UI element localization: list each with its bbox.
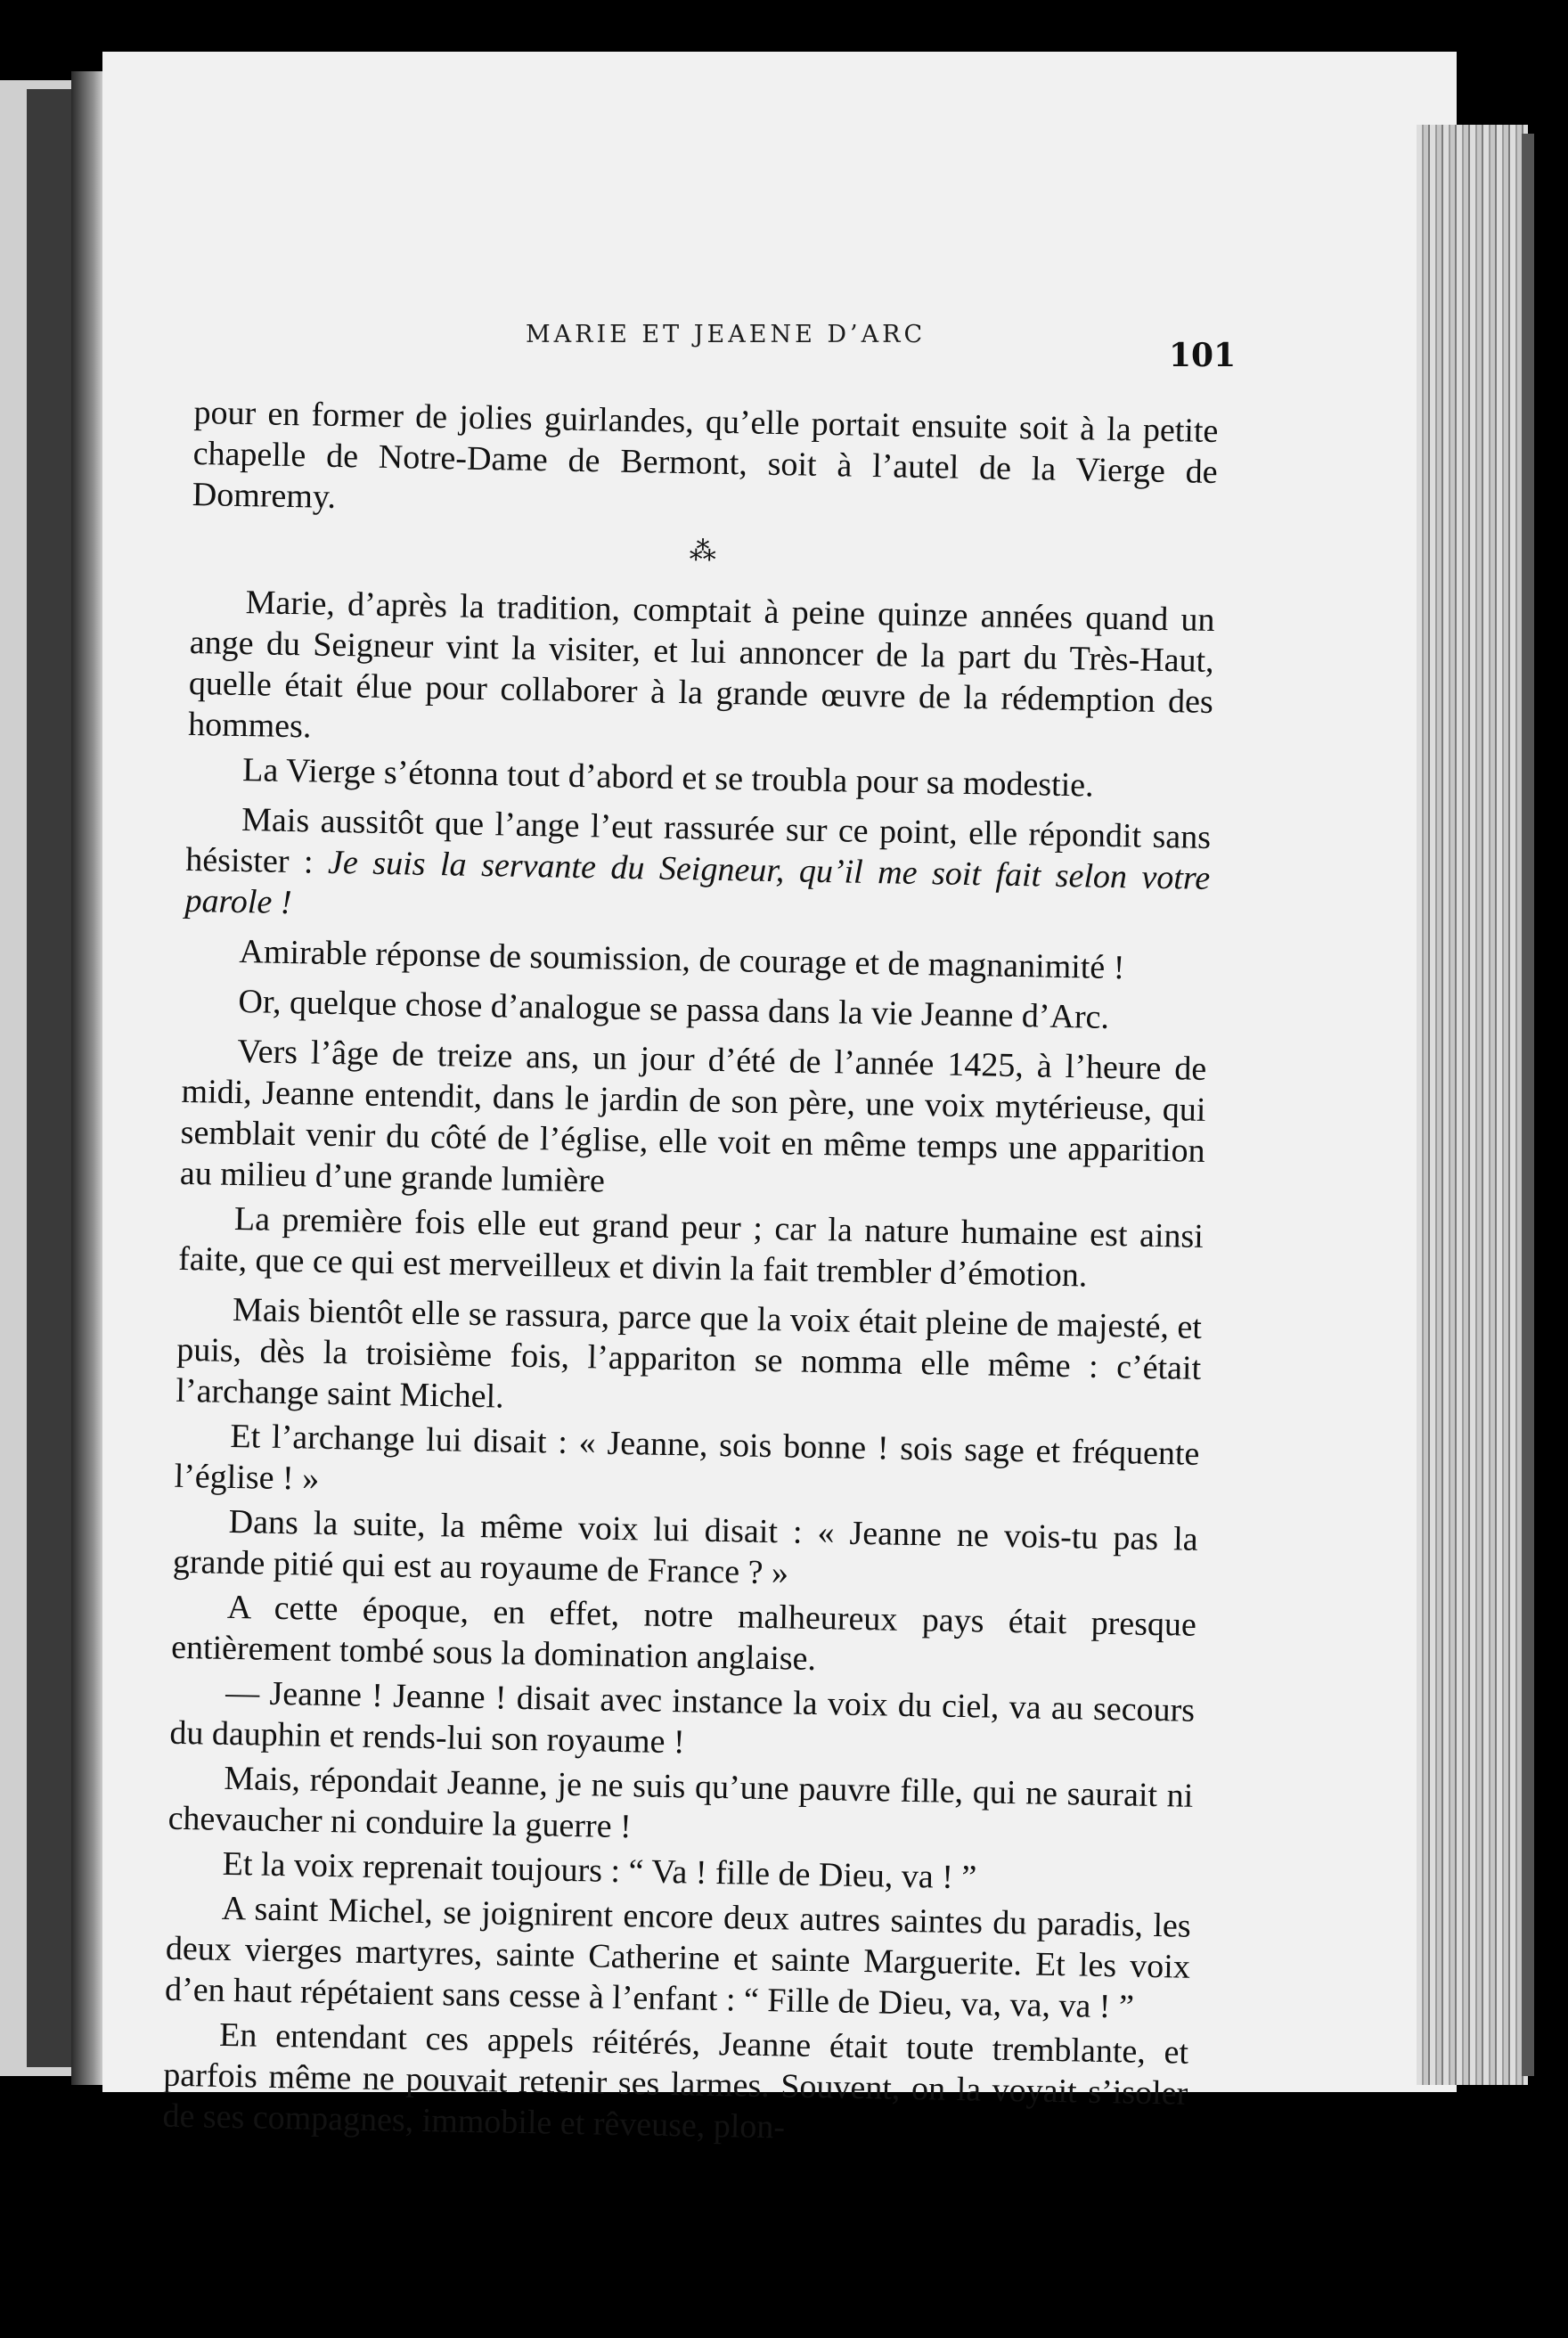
left-page-shadow bbox=[27, 89, 71, 2067]
paragraph: En entendant ces appels réitérés, Jeanne était toute tremblante, et parfois même ne pouvait retenir ses larmes. Souvent, on la voyait s’isoler de ses compagnes, immobile et rêveuse, plon- bbox=[162, 2015, 1189, 2146]
paragraph: — Jeanne ! Jeanne ! disait avec instance la voix du ciel, va au secours du dauphin et rends-lui son royaume ! bbox=[169, 1673, 1196, 1762]
running-head: MARIE ET JEAENE D’ARC bbox=[526, 321, 927, 348]
paragraph: Vers l’âge de treize ans, un jour d’été de l’année 1425, à l’heure de midi, Jeanne entendit, dans le jardin de son père, une voix mytérieuse, qui semblait venir du côté de l’église, elle voit en même temps une apparition au milieu d’une grande lumière bbox=[179, 1033, 1207, 1200]
page-stack-edges bbox=[1417, 125, 1528, 2085]
paragraph: A saint Michel, se joignirent encore deux autres saintes du paradis, les deux vierges martyres, sainte Catherine et sainte Marguerite. Et les voix d’en haut répétaient sans cesse à l’enfant : “ Fille de Dieu, va, va, va ! ” bbox=[164, 1889, 1192, 2026]
quotation-italic: Je suis la servante du Seigneur, qu’il me soit fait selon votre parole ! bbox=[184, 843, 1211, 922]
paragraph: Or, quelque chose d’analogue se passa dans la vie Jeanne d’Arc. bbox=[238, 983, 1110, 1036]
paragraph bbox=[184, 798, 1211, 940]
paragraph: Mais, répondait Jeanne, je ne suis qu’une pauvre fille, qui ne saurait ni chevaucher ni conduire la guerre ! bbox=[167, 1759, 1194, 1846]
book-gutter bbox=[71, 71, 107, 2085]
paragraph: A cette époque, en effet, notre malheureux pays était presque entièrement tombé sous la domination anglaise. bbox=[170, 1588, 1197, 1679]
paragraph: Et l’archange lui disait : « Jeanne, sois bonne ! sois sage et fréquente l’église ! » bbox=[174, 1417, 1200, 1498]
paragraph: La première fois elle eut grand peur ; car la nature humaine est ainsi faite, que ce qui est merveilleux et divin la fait trembler d’émotion. bbox=[177, 1199, 1205, 1295]
page-stack-shadow bbox=[1522, 134, 1534, 2076]
paragraph: pour en former de jolies guirlandes, qu’elle portait ensuite soit à la petite chapelle de Notre-Dame de Bermont, soit à l’autel de la Vierge de Domremy. bbox=[192, 393, 1219, 516]
section-separator: ⁂ bbox=[689, 535, 719, 568]
paragraph: Mais bientôt elle se rassura, parce que la voix était pleine de majesté, et puis, dès la troisième fois, l’appariton se nomma elle même : c’était l’archange saint Michel. bbox=[176, 1290, 1203, 1416]
paragraph: La Vierge s’étonna tout d’abord et se troubla pour sa modestie. bbox=[241, 751, 1095, 805]
paragraph-text: Mais aussitôt que l’ange l’eut rassurée sur ce point, elle répondit sans hésister : bbox=[184, 801, 1212, 881]
body-text bbox=[162, 392, 1219, 2159]
page-number: 101 bbox=[1169, 337, 1237, 374]
paragraph: Amirable réponse de soumission, de courage et de magnanimité ! bbox=[239, 933, 1125, 987]
paragraph: Marie, d’après la tradition, comptait à peine quinze années quand un ange du Seigneur vint la visiter, et lui annoncer de la part du Très-Haut, quelle était élue pour collaborer à la grande œuvre de la rédemption des hommes. bbox=[187, 584, 1215, 746]
paragraph: Et la voix reprenait toujours : “ Va ! fille de Dieu, va ! ” bbox=[222, 1844, 977, 1897]
paragraph: Dans la suite, la même voix lui disait : « Jeanne ne vois-tu pas la grande pitié qui est au royaume de France ? » bbox=[172, 1502, 1198, 1592]
